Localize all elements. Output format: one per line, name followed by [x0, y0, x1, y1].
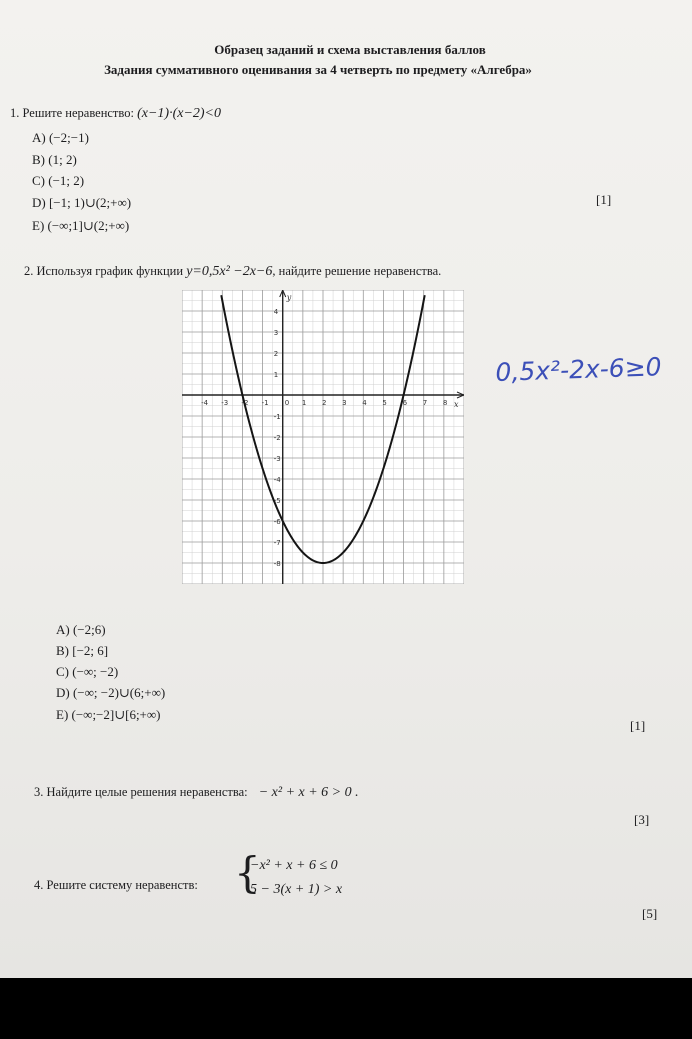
q2-prompt-end: , найдите решение неравенства. — [272, 264, 442, 278]
q2-option-e: E) (−∞;−2]∪[6;+∞) — [56, 707, 161, 722]
x-tick-label: 1 — [301, 399, 307, 407]
system-brace: { — [234, 848, 261, 897]
q2-option-d: D) (−∞; −2)∪(6;+∞) — [56, 685, 166, 700]
q4-score: [5] — [642, 906, 658, 921]
y-tick-label: 2 — [273, 350, 279, 358]
y-tick-label: -2 — [273, 434, 281, 442]
x-axis-label: x — [454, 400, 459, 409]
x-tick-label: -2 — [241, 399, 249, 407]
y-tick-label: -1 — [273, 413, 281, 421]
y-axis-label: y — [286, 293, 292, 302]
header-title: Образец заданий и схема выставления баллов — [214, 42, 486, 57]
q3-text — [34, 785, 359, 801]
y-tick-label: 4 — [273, 308, 279, 316]
q2-prompt: 2. Используя график функции — [24, 264, 184, 278]
q3-prompt: 3. Найдите целые решения неравенства: — [34, 785, 248, 799]
x-tick-label: -3 — [221, 399, 229, 407]
header-subtitle: Задания суммативного оценивания за 4 четверть по предмету «Алгебра» — [104, 62, 532, 77]
x-tick-label: -1 — [261, 399, 269, 407]
x-tick-label: 0 — [284, 399, 290, 407]
q1-option-c: C) (−1; 2) — [32, 173, 85, 188]
y-tick-label: -7 — [273, 539, 281, 547]
x-tick-label: 3 — [342, 399, 347, 407]
q2-option-b: B) [−2; 6] — [56, 643, 109, 658]
y-tick-label: 1 — [273, 371, 279, 379]
y-tick-label: -3 — [273, 455, 281, 463]
handwritten-inequality: 0,5x²-2x-6≥0 — [495, 352, 662, 387]
function-graph — [182, 290, 464, 584]
y-tick-label: -4 — [273, 476, 281, 484]
q2-formula: y=0,5x² −2x−6 — [186, 264, 273, 279]
q4-text: 4. Решите систему неравенств: — [34, 878, 198, 892]
q1-option-b: B) (1; 2) — [32, 152, 77, 167]
q2-text — [24, 264, 441, 280]
q3-formula: − x² + x + 6 > 0 . — [258, 785, 359, 800]
x-tick-label: 7 — [422, 399, 428, 407]
q2-option-c: C) (−∞; −2) — [56, 664, 119, 679]
x-tick-label: 5 — [382, 399, 387, 407]
q4-line2: 5 − 3(x + 1) > x — [250, 882, 343, 897]
q1-option-d: D) [−1; 1)∪(2;+∞) — [32, 195, 132, 210]
q2-score: [1] — [630, 718, 646, 733]
q1-option-a: A) (−2;−1) — [32, 130, 89, 145]
y-tick-label: -8 — [273, 560, 281, 568]
x-tick-label: 4 — [362, 399, 367, 407]
q4-line1: −x² + x + 6 ≤ 0 — [250, 858, 338, 873]
x-tick-label: 6 — [402, 399, 408, 407]
x-tick-label: 2 — [322, 399, 327, 407]
q3-score: [3] — [634, 812, 650, 827]
x-tick-label: 8 — [442, 399, 448, 407]
y-tick-label: -5 — [273, 497, 281, 505]
y-tick-label: -6 — [273, 518, 281, 526]
q1-prompt: 1. Решите неравенство: — [10, 106, 134, 120]
y-tick-label: 3 — [273, 329, 279, 337]
q2-option-a: A) (−2;6) — [56, 622, 106, 637]
x-tick-label: -4 — [201, 399, 209, 407]
q1-option-e: E) (−∞;1]∪(2;+∞) — [32, 218, 130, 233]
q1-text — [10, 106, 221, 122]
q1-score: [1] — [596, 192, 612, 207]
q1-formula: (x−1)·(x−2)<0 — [137, 106, 221, 121]
